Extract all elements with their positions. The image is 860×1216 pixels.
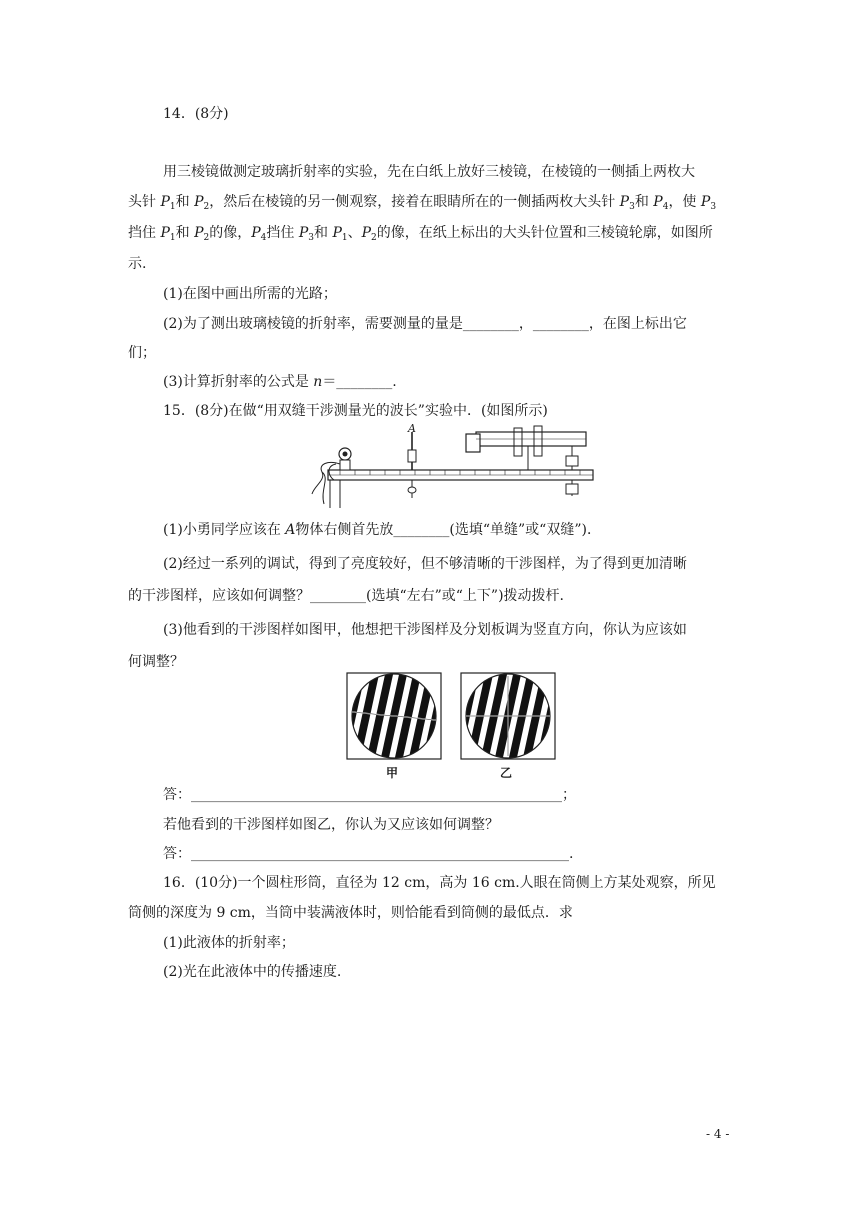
q14-item-1: (1)在图中画出所需的光路； — [163, 286, 337, 302]
q14-paragraph-line-4: 示. — [128, 256, 147, 272]
q14-item-2-cont: 们； — [128, 345, 156, 361]
q14-item-2: (2)为了测出玻璃棱镜的折射率，需要测量的量是________，________，在图上标出它 — [163, 316, 687, 332]
figure-label-jia: 甲 — [386, 766, 399, 780]
q16-item-1: (1)此液体的折射率； — [163, 935, 295, 951]
q15-item-3: (3)他看到的干涉图样如图甲，他想把干涉图样及分划板调为竖直方向，你认为应该如 — [163, 622, 687, 638]
q14-paragraph-line-2: 头针 $P_1$和 $P_2$，然后在棱镜的另一侧观察，接着在眼睛所在的一侧插两枚大头针 $P_3$和 $P_4$，使 $P_3$ — [128, 194, 717, 212]
interference-pattern-jia — [346, 672, 442, 760]
q16-line-2: 筒侧的深度为 9 cm，当筒中装满液体时，则恰能看到筒侧的最低点．求 — [128, 905, 573, 921]
interference-pattern-yi — [460, 672, 556, 760]
q14-paragraph-line-1: 用三棱镜做测定玻璃折射率的实验，先在白纸上放好三棱镜，在棱镜的一侧插上两枚大 — [163, 164, 695, 180]
q15-item-1: (1)小勇同学应该在 A物体右侧首先放________(选填“单缝”或“双缝”)． — [163, 522, 601, 538]
apparatus-label-a: A — [408, 422, 416, 435]
q15-header: 15．(8分)在做“用双缝干涉测量光的波长”实验中．(如图所示) — [163, 403, 548, 419]
q15-item-3-cont: 何调整？ — [128, 654, 184, 670]
q15-item-2: (2)经过一系列的调试，得到了亮度较好，但不够清晰的干涉图样，为了得到更加清晰 — [163, 556, 687, 572]
q14-item-3: (3)计算折射率的公式是 n＝________. — [163, 374, 397, 390]
q15-item-2-cont: 的干涉图样，应该如何调整？________(选填“左右”或“上下”)拨动拨杆. — [128, 588, 565, 604]
double-slit-apparatus-figure — [300, 420, 600, 512]
q15-answer-1[interactable]: 答：_____________________________________________________； — [163, 787, 576, 803]
q14-paragraph-line-3: 挡住 $P_1$和 $P_2$的像，$P_4$挡住 $P_3$和 $P_1$、$P_2$的像，在纸上标出的大头针位置和三棱镜轮廓，如图所 — [128, 225, 713, 243]
q14-header: 14．(8分) — [163, 106, 229, 122]
q16-line-1: 16．(10分)一个圆柱形筒，直径为 12 cm，高为 16 cm.人眼在筒侧上方某处观察，所见 — [163, 875, 716, 891]
figure-label-yi: 乙 — [500, 766, 513, 780]
q16-item-2: (2)光在此液体中的传播速度. — [163, 964, 342, 980]
page-number: - 4 - — [706, 1127, 730, 1141]
q15-answer-2[interactable]: 答：______________________________________________________. — [163, 846, 574, 862]
q15-followup: 若他看到的干涉图样如图乙，你认为又应该如何调整？ — [163, 817, 499, 833]
